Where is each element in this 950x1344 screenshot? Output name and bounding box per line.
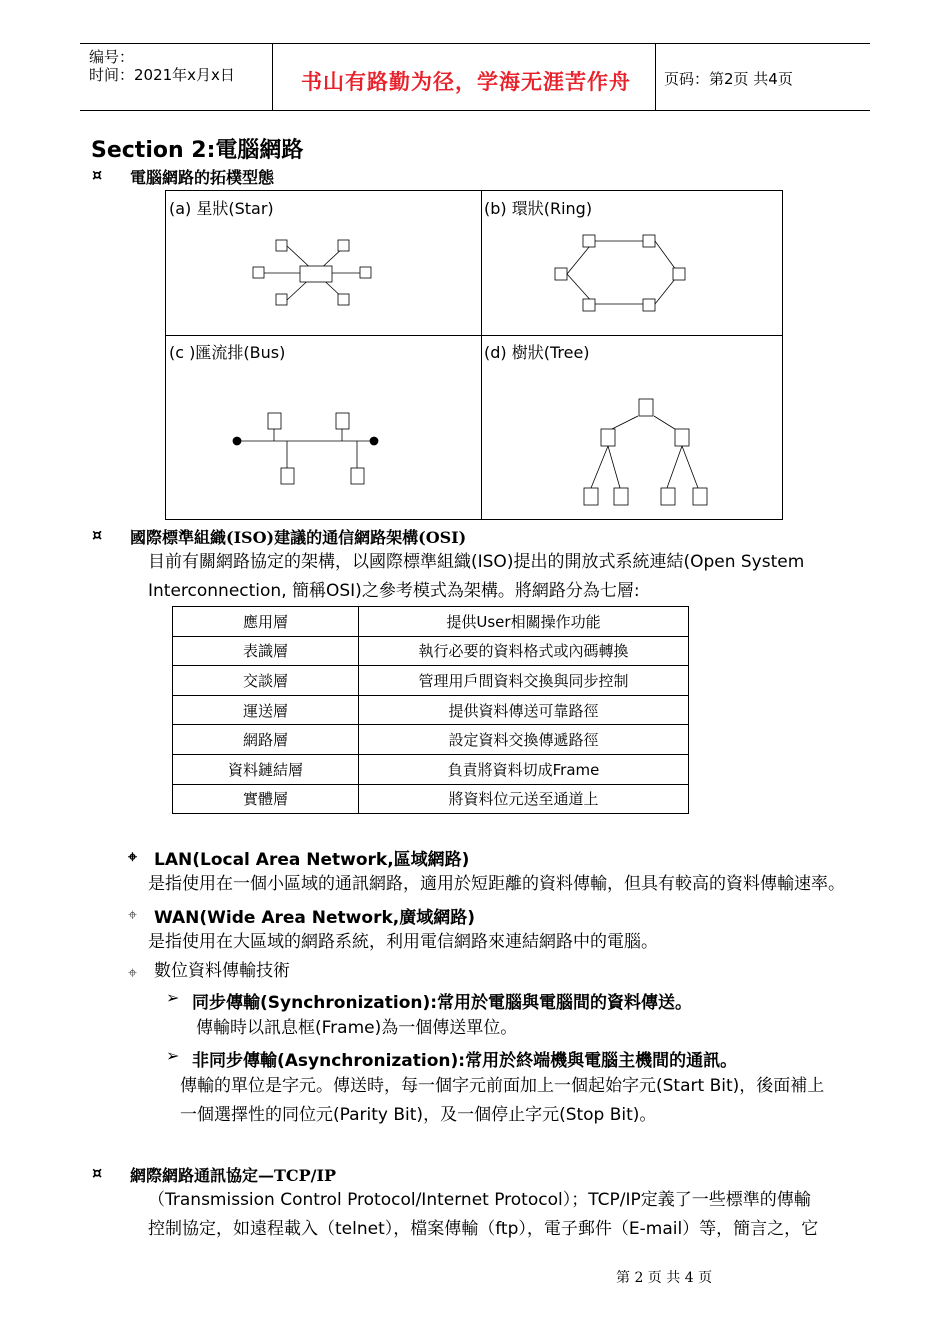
section-title: Section 2:電腦網路 [91,138,304,163]
tree-diagram [584,399,707,505]
osi-layer-table [172,606,689,814]
async-text-line-2: 一個選擇性的同位元(Parity Bit)，及一個停止字元(Stop Bit)。 [180,1105,657,1125]
digital-bullet-icon: ⌖ [128,963,138,982]
table-row [173,636,689,666]
sync-heading: 同步傳輸(Synchronization):常用於電腦與電腦間的資料傳送。 [192,993,693,1013]
tree-node [601,429,615,446]
osi-layer-name: 實體層 [173,784,359,814]
star-node [360,267,371,278]
ring-node [555,268,567,280]
star-node [276,294,287,305]
wan-heading: WAN(Wide Area Network,廣域網路) [154,908,475,928]
tree-root-node [639,399,653,416]
tree-node [675,429,689,446]
osi-layer-name: 表識層 [173,636,359,666]
osi-intro-line-1: 目前有關網路協定的架構，以國際標準組織(ISO)提出的開放式系統連結(Open System [148,552,805,572]
table-row [173,725,689,755]
lan-bullet-icon: ⌖ [128,847,138,866]
table-row [173,754,689,784]
star-hub [300,266,332,282]
header-date-label: 时间：2021年x月x日 [89,66,235,84]
header-motto: 书山有路勤为径，学海无涯苦作舟 [301,69,631,94]
osi-layer-name: 資料鏈結層 [173,754,359,784]
star-node [338,240,349,251]
star-node [253,267,264,278]
wan-text: 是指使用在大區域的網路系統，利用電信網路來連結網路中的電腦。 [148,932,658,952]
table-row [173,607,689,637]
star-diagram [253,240,371,305]
star-node [276,240,287,251]
lan-heading: LAN(Local Area Network,區域網路) [154,850,470,870]
osi-layer-name: 運送層 [173,695,359,725]
tree-leaf-node [584,488,598,505]
ring-node [673,268,685,280]
header-bottom-rule [80,110,870,111]
sync-arrow-icon: ➢ [166,988,180,1007]
bus-diagram [233,413,378,484]
sync-text: 傳輸時以訊息框(Frame)為一個傳送單位。 [196,1018,518,1038]
tree-leaf-node [614,488,628,505]
ring-node [583,235,595,247]
tree-leaf-node [693,488,707,505]
osi-layer-desc: 將資料位元送至通道上 [359,784,689,814]
ring-node [583,299,595,311]
tcpip-bullet: ¤ [92,1163,103,1182]
star-node [338,294,349,305]
topology-ring-label: (b) 環狀(Ring) [484,199,593,218]
header-divider-right [655,43,656,111]
header-top-rule [80,43,870,44]
header-number-label: 编号： [89,48,135,66]
osi-layer-desc: 負責將資料切成Frame [359,754,689,784]
tcpip-heading: 網際網路通訊協定—TCP/IP [130,1166,337,1185]
osi-layer-name: 交談層 [173,666,359,696]
osi-heading: 國際標準組織(ISO)建議的通信網路架構(OSI) [130,528,467,547]
osi-layer-desc: 管理用戶間資料交換與同步控制 [359,666,689,696]
osi-bullet: ¤ [92,525,103,544]
topology-heading: 電腦網路的拓樸型態 [130,168,275,187]
topology-grid [165,190,783,520]
osi-layer-desc: 提供資料傳送可靠路徑 [359,695,689,725]
topology-star-label: (a) 星狀(Star) [169,199,274,218]
bus-terminator [233,437,241,445]
osi-intro-line-2: Interconnection, 簡稱OSI)之參考模式為架構。將網路分為七層: [148,581,640,601]
ring-diagram [555,235,685,311]
bus-node [281,468,294,484]
osi-layer-name: 網路層 [173,725,359,755]
table-row [173,695,689,725]
osi-layer-desc: 執行必要的資料格式或內碼轉換 [359,636,689,666]
tcpip-line-1: （Transmission Control Protocol/Internet Protocol）；TCP/IP定義了一些標準的傳輸 [148,1190,811,1210]
wan-bullet-icon: ⌖ [128,905,138,924]
topology-bullet: ¤ [92,165,103,184]
topology-bus-label: (c )匯流排(Bus) [169,343,286,362]
async-heading: 非同步傳輸(Asynchronization):常用於終端機與電腦主機間的通訊。 [192,1051,738,1071]
bus-node [268,413,281,429]
table-row [173,784,689,814]
header-page-label: 页码：第2页 共4页 [664,70,793,88]
tree-leaf-node [661,488,675,505]
async-arrow-icon: ➢ [166,1046,180,1065]
bus-node [351,468,364,484]
table-row [173,666,689,696]
osi-layer-desc: 設定資料交換傳遞路徑 [359,725,689,755]
ring-node [643,299,655,311]
bus-terminator [370,437,378,445]
bus-node [336,413,349,429]
lan-text: 是指使用在一個小區域的通訊網路，適用於短距離的資料傳輸，但具有較高的資料傳輸速率。 [148,874,845,894]
topology-tree-label: (d) 樹狀(Tree) [484,343,590,362]
osi-layer-name: 應用層 [173,607,359,637]
tcpip-line-2: 控制協定，如遠程載入（telnet），檔案傳輸（ftp），電子郵件（E-mail）等，簡言之，它 [148,1219,819,1239]
async-text-line-1: 傳輸的單位是字元。傳送時，每一個字元前面加上一個起始字元(Start Bit)，後面補上 [180,1076,825,1096]
ring-node [643,235,655,247]
digital-heading: 數位資料傳輸技術 [154,961,290,981]
header-divider-left [272,43,273,111]
topology-diagrams [166,191,784,521]
osi-layer-desc: 提供User相關操作功能 [359,607,689,637]
footer-page-number: 第 2 页 共 4 页 [616,1270,713,1286]
